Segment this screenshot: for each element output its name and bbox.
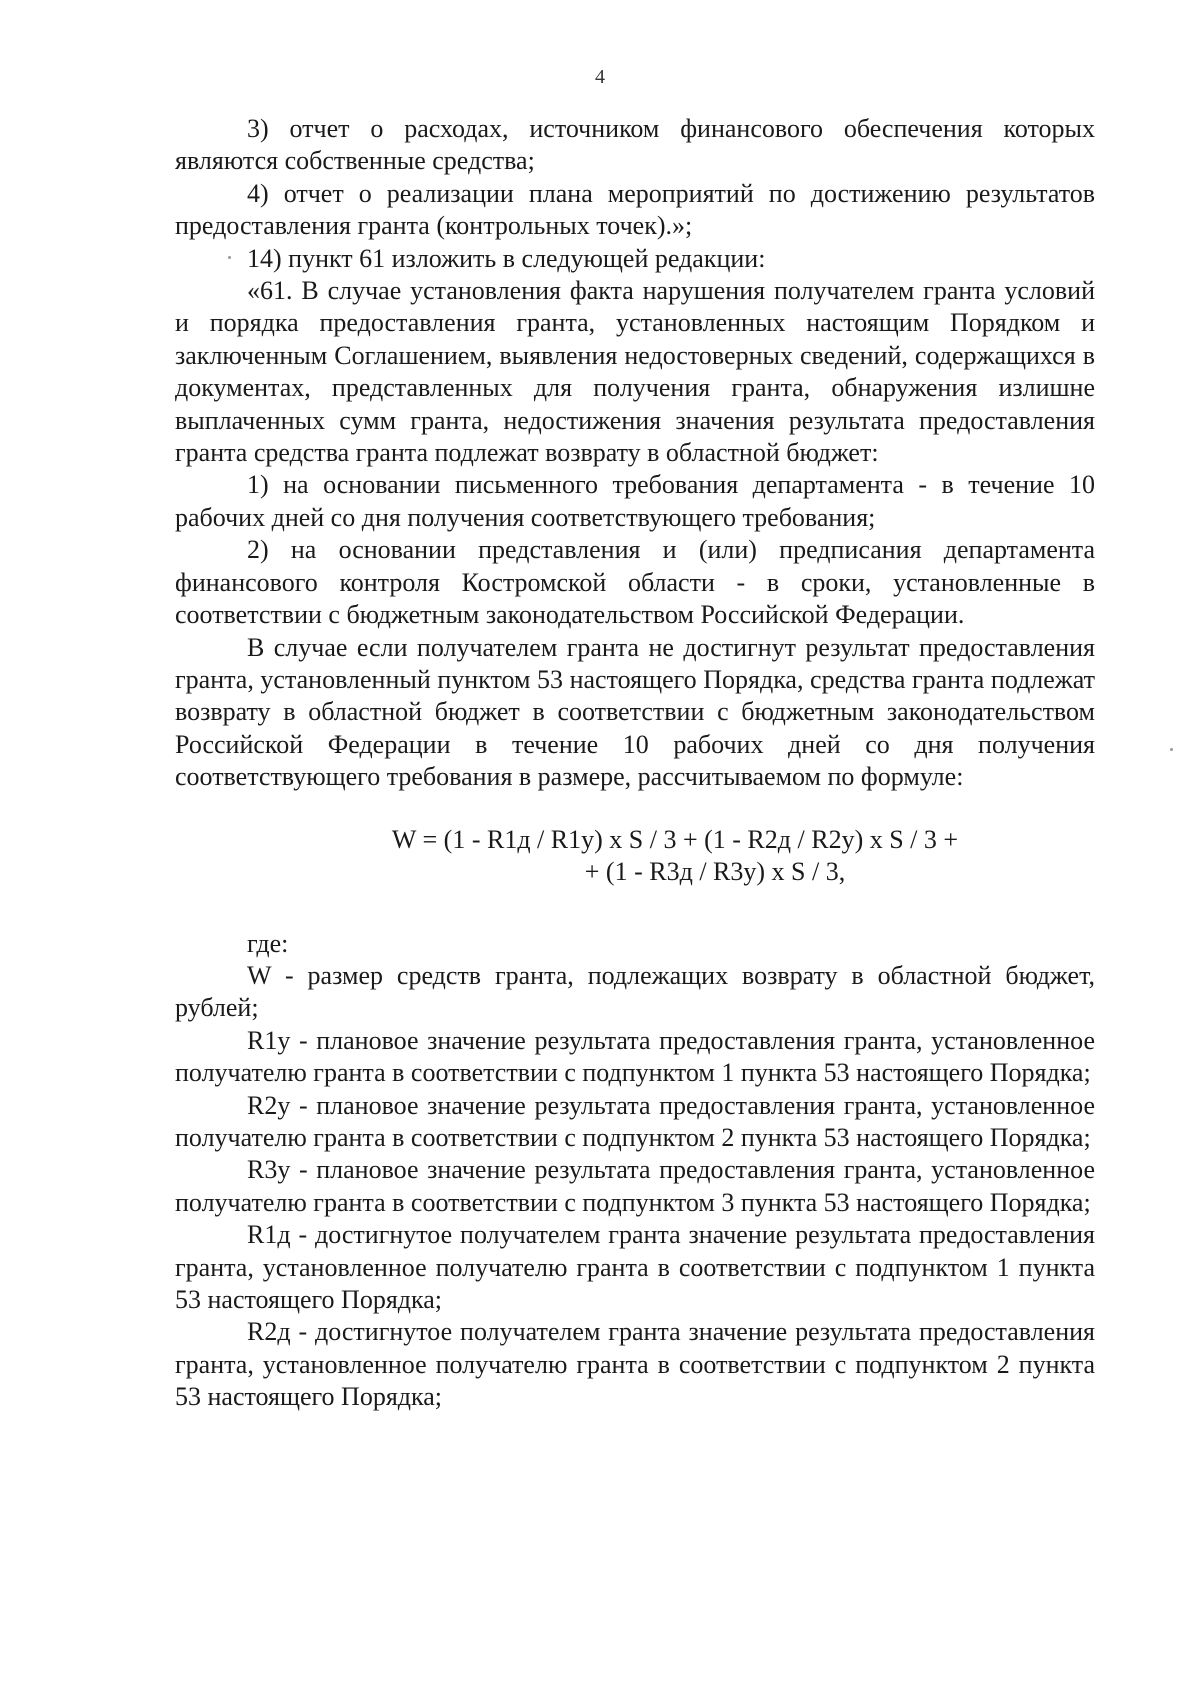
paragraph-financial-control: 2) на основании представления и (или) предписания департамента финансового контроля Костромской области - в сроки, установленные в соответствии с бюджетным законодательством Российской Федерации. [175,535,1095,630]
scan-speck [1170,748,1173,751]
paragraph-item-14: 14) пункт 61 изложить в следующей редакции: [247,243,766,273]
document-body [175,113,1095,1414]
definition-r1d: R1д - достигнутое получателем гранта значение результата предоставления гранта, установленное получателю гранта в соответствии с подпунктом 1 пункта 53 настоящего Порядка; [175,1220,1095,1314]
formula-line-2: + (1 - R3д / R3у) х S / 3, [584,856,846,886]
page-number: 4 [595,66,605,88]
definition-r2d: R2д - достигнутое получателем гранта значение результата предоставления гранта, установленное получателю гранта в соответствии с подпунктом 2 пункта 53 настоящего Порядка; [175,1317,1095,1412]
paragraph-written-demand: 1) на основании письменного требования департамента - в течение 10 рабочих дней со дня получения соответствующего требования; [175,470,1095,532]
definition-w: W - размер средств гранта, подлежащих возврату в областной бюджет, рублей; [175,960,1095,1023]
paragraph-result-not-achieved: В случае если получателем гранта не достигнут результат предоставления гранта, установленный пунктом 53 настоящего Порядка, средства гранта подлежат возврату в областной бюджет в соответствии с бюджетным законодательством Российской Федерации в течение 10 рабочих дней со дня получения соответствующего требования в размере, рассчитываемом по формуле: [175,632,1095,792]
paragraph-report-own-funds: 3) отчет о расходах, источником финансового обеспечения которых являются собственные средства; [175,114,1095,176]
definition-r1u: R1у - плановое значение результата предоставления гранта, установленное получателю гранта в соответствии с подпунктом 1 пункта 53 настоящего Порядка; [175,1025,1095,1088]
formula-line-1: W = (1 - R1д / R1у) х S / 3 + (1 - R2д / R2у) х S / 3 + [391,824,959,854]
where-label: где: [247,928,289,958]
definition-r2u: R2у - плановое значение результата предоставления гранта, установленное получателю гранта в соответствии с подпунктом 2 пункта 53 настоящего Порядка; [175,1090,1095,1152]
refund-formula [175,824,1095,888]
scan-speck [228,256,231,259]
paragraph-point-61: «61. В случае установления факта нарушения получателем гранта условий и порядка предоставления гранта, установленных настоящим Порядком и заключенным Соглашением, выявления недостоверных сведений, содержащихся в документах, представленных для получения гранта, обнаружения излишне выплаченных сумм гранта, недостижения значения результата предоставления гранта средства гранта подлежат возврату в областной бюджет: [175,276,1095,468]
paragraph-report-action-plan: 4) отчет о реализации плана мероприятий по достижению результатов предоставления гранта (контрольных точек).»; [175,178,1095,241]
definition-r3u: R3у - плановое значение результата предоставления гранта, установленное получателю гранта в соответствии с подпунктом 3 пункта 53 настоящего Порядка; [175,1155,1095,1217]
